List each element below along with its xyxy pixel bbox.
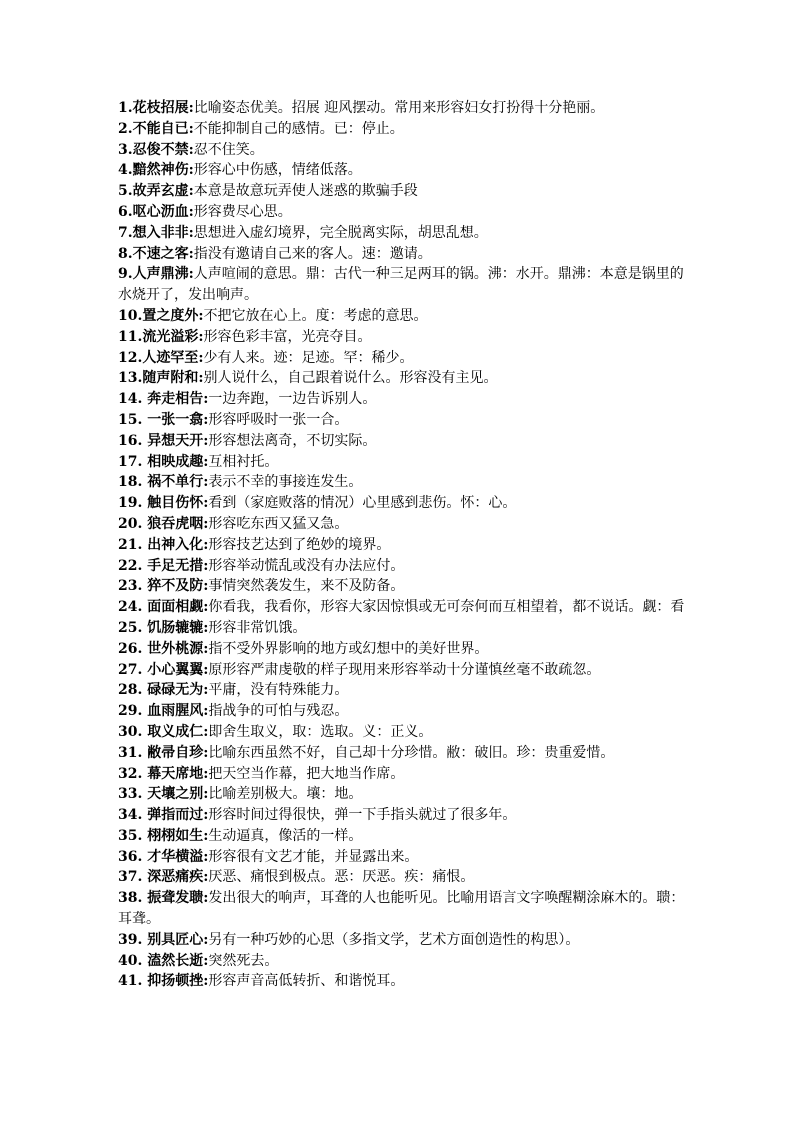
idiom-entry xyxy=(118,930,688,951)
idiom-entry xyxy=(118,847,688,868)
idiom-entry xyxy=(118,826,688,847)
idiom-term: 29. 血雨腥风: xyxy=(118,703,209,720)
idiom-entry xyxy=(118,160,688,181)
idiom-term: 8.不速之客: xyxy=(118,245,194,262)
idiom-term: 38. 振聋发聩: xyxy=(118,890,209,907)
idiom-definition: 少有人来。迹：足迹。罕：稀少。 xyxy=(203,349,414,366)
idiom-definition: 别人说什么，自己跟着说什么。形容没有主见。 xyxy=(203,370,498,387)
idiom-definition: 事情突然袭发生，来不及防备。 xyxy=(208,578,405,595)
idiom-term: 37. 深恶痛疾: xyxy=(118,869,209,886)
idiom-entry xyxy=(118,971,688,992)
idiom-entry xyxy=(118,181,688,202)
idiom-term: 9.人声鼎沸: xyxy=(118,266,194,283)
idiom-term: 36. 才华横溢: xyxy=(118,848,209,865)
idiom-term: 10.置之度外: xyxy=(118,307,204,324)
idiom-definition: 形容呼吸时一张一合。 xyxy=(208,411,349,428)
idiom-entry xyxy=(118,306,688,327)
idiom-entry xyxy=(118,514,688,535)
idiom-definition: 即舍生取义，取：选取。义：正义。 xyxy=(208,723,433,740)
idiom-definition: 厌恶、痛恨到极点。恶：厌恶。疾：痛恨。 xyxy=(208,869,475,886)
idiom-entry xyxy=(118,244,688,265)
idiom-definition: 发出很大的响声，耳聋的人也能听见。比喻用语言文字唤醒糊涂麻木的。聩：耳聋。 xyxy=(118,890,685,928)
idiom-entry xyxy=(118,140,688,161)
idiom-entry xyxy=(118,764,688,785)
idiom-entry xyxy=(118,576,688,597)
idiom-entry xyxy=(118,389,688,410)
idiom-definition: 本意是故意玩弄使人迷惑的欺骗手段 xyxy=(193,183,418,200)
idiom-term: 12.人迹罕至: xyxy=(118,349,204,366)
idiom-definition: 看到（家庭败落的情况）心里感到悲伤。怀：心。 xyxy=(208,495,517,512)
idiom-entry xyxy=(118,452,688,473)
idiom-definition: 比喻东西虽然不好，自己却十分珍惜。敝：破旧。珍：贵重爱惜。 xyxy=(208,744,615,761)
idiom-definition: 形容声音高低转折、和谐悦耳。 xyxy=(208,973,405,990)
idiom-entry xyxy=(118,639,688,660)
idiom-entry xyxy=(118,410,688,431)
idiom-term: 7.想入非非: xyxy=(118,224,194,241)
idiom-entry xyxy=(118,98,688,119)
idiom-term: 24. 面面相觑: xyxy=(118,599,209,616)
idiom-entry xyxy=(118,223,688,244)
idiom-term: 20. 狼吞虎咽: xyxy=(118,515,209,532)
idiom-term: 33. 天壤之别: xyxy=(118,786,209,803)
idiom-entry xyxy=(118,493,688,514)
idiom-term: 34. 弹指而过: xyxy=(118,807,209,824)
idiom-definition: 指不受外界影响的地方或幻想中的美好世界。 xyxy=(208,640,489,657)
idiom-definition: 人声喧闹的意思。鼎：古代一种三足两耳的锅。沸：水开。鼎沸：本意是锅里的水烧开了，发出响声。 xyxy=(118,266,684,304)
idiom-term: 3.忍俊不禁: xyxy=(118,141,194,158)
idiom-term: 5.故弄玄虚: xyxy=(118,183,194,200)
idiom-term: 6.呕心沥血: xyxy=(118,203,194,220)
idiom-entry xyxy=(118,951,688,972)
idiom-definition: 形容想法离奇，不切实际。 xyxy=(208,432,377,449)
idiom-term: 14. 奔走相告: xyxy=(118,391,209,408)
idiom-definition: 忍不住笑。 xyxy=(193,141,264,158)
idiom-definition: 形容技艺达到了绝妙的境界。 xyxy=(208,536,391,553)
idiom-definition: 形容时间过得很快，弹一下手指头就过了很多年。 xyxy=(208,807,517,824)
idiom-definition: 指战争的可怕与残忍。 xyxy=(208,703,349,720)
idiom-entry xyxy=(118,535,688,556)
idiom-definition: 表示不幸的事接连发生。 xyxy=(208,474,363,491)
idiom-entry xyxy=(118,722,688,743)
idiom-term: 1.花枝招展: xyxy=(118,100,194,116)
idiom-definition: 把天空当作幕，把大地当作席。 xyxy=(208,765,405,782)
idiom-term: 13.随声附和: xyxy=(118,370,204,387)
idiom-entry xyxy=(118,597,688,618)
idiom-entry xyxy=(118,701,688,722)
idiom-term: 11.流光溢彩: xyxy=(118,328,204,345)
idiom-term: 27. 小心翼翼: xyxy=(118,661,209,678)
idiom-definition: 生动逼真，像活的一样。 xyxy=(208,827,363,844)
idiom-term: 41. 抑扬顿挫: xyxy=(118,973,209,990)
idiom-definition: 另有一种巧妙的心思（多指文学，艺术方面创造性的构思）。 xyxy=(208,931,580,948)
idiom-definition: 形容吃东西又猛又急。 xyxy=(208,515,349,532)
idiom-term: 40. 溘然长逝: xyxy=(118,952,209,969)
idiom-entry xyxy=(118,743,688,764)
idiom-definition: 形容色彩丰富，光亮夺目。 xyxy=(203,328,372,345)
idiom-definition: 原形容严肃虔敬的样子现用来形容举动十分谨慎丝毫不敢疏忽。 xyxy=(208,661,601,678)
idiom-term: 22. 手足无措: xyxy=(118,557,209,574)
idiom-term: 25. 饥肠辘辘: xyxy=(118,619,209,636)
idiom-definition: 比喻差别极大。壤：地。 xyxy=(208,786,363,803)
idiom-term: 39. 别具匠心: xyxy=(118,931,209,948)
idiom-entry xyxy=(118,368,688,389)
idiom-definition: 不把它放在心上。度：考虑的意思。 xyxy=(203,307,428,324)
idiom-term: 18. 祸不单行: xyxy=(118,474,209,491)
idiom-term: 15. 一张一翕: xyxy=(118,411,209,428)
idiom-definition: 形容心中伤感，情绪低落。 xyxy=(193,162,362,179)
idiom-term: 26. 世外桃源: xyxy=(118,640,209,657)
idiom-list xyxy=(118,98,688,992)
idiom-definition: 突然死去。 xyxy=(208,952,279,969)
idiom-entry xyxy=(118,784,688,805)
idiom-definition: 互相衬托。 xyxy=(208,453,279,470)
idiom-term: 19. 触目伤怀: xyxy=(118,495,209,512)
idiom-entry xyxy=(118,618,688,639)
idiom-term: 30. 取义成仁: xyxy=(118,723,209,740)
idiom-entry xyxy=(118,556,688,577)
idiom-entry xyxy=(118,660,688,681)
idiom-entry xyxy=(118,202,688,223)
idiom-entry xyxy=(118,867,688,888)
idiom-definition: 形容举动慌乱或没有办法应付。 xyxy=(208,557,405,574)
idiom-entry xyxy=(118,888,688,930)
idiom-entry xyxy=(118,472,688,493)
idiom-definition: 平庸，没有特殊能力。 xyxy=(208,682,349,699)
idiom-definition: 思想进入虚幻境界，完全脱离实际，胡思乱想。 xyxy=(193,224,488,241)
idiom-entry xyxy=(118,119,688,140)
idiom-term: 21. 出神入化: xyxy=(118,536,209,553)
idiom-term: 16. 异想天开: xyxy=(118,432,209,449)
idiom-definition: 一边奔跑，一边告诉别人。 xyxy=(208,391,377,408)
idiom-term: 17. 相映成趣: xyxy=(118,453,209,470)
idiom-definition: 形容非常饥饿。 xyxy=(208,619,307,636)
idiom-entry xyxy=(118,805,688,826)
idiom-definition: 不能抑制自己的感情。已：停止。 xyxy=(193,120,404,137)
idiom-term: 4.黯然神伤: xyxy=(118,162,194,179)
idiom-term: 2.不能自已: xyxy=(118,120,194,137)
idiom-definition: 指没有邀请自己来的客人。速：邀请。 xyxy=(193,245,432,262)
idiom-entry xyxy=(118,327,688,348)
idiom-entry xyxy=(118,680,688,701)
idiom-term: 35. 栩栩如生: xyxy=(118,827,209,844)
idiom-entry xyxy=(118,348,688,369)
idiom-definition: 比喻姿态优美。招展 迎风摆动。常用来形容妇女打扮得十分艳丽。 xyxy=(193,100,605,116)
idiom-term: 23. 猝不及防: xyxy=(118,578,209,595)
idiom-term: 31. 敝帚自珍: xyxy=(118,744,209,761)
idiom-definition: 形容费尽心思。 xyxy=(193,203,292,220)
idiom-entry xyxy=(118,264,688,306)
idiom-entry xyxy=(118,431,688,452)
idiom-definition: 形容很有文艺才能，并显露出来。 xyxy=(208,848,419,865)
idiom-term: 32. 幕天席地: xyxy=(118,765,209,782)
idiom-definition: 你看我，我看你，形容大家因惊惧或无可奈何而互相望着，都不说话。觑：看 xyxy=(208,599,685,616)
idiom-term: 28. 碌碌无为: xyxy=(118,682,209,699)
